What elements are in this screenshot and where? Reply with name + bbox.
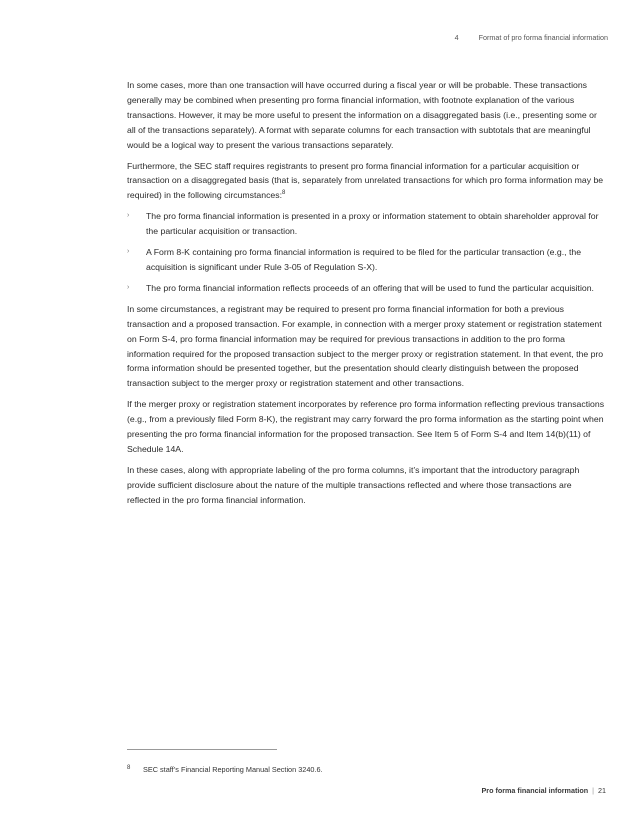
- page-number: 21: [598, 786, 606, 795]
- list-item-text: A Form 8-K containing pro forma financial information is required to be filed for the particular transaction (e.g., the acquisition is significant under Rule 3-05 of Regulation S-X).: [146, 247, 582, 272]
- footnote-number: 8: [127, 765, 131, 771]
- paragraph: If the merger proxy or registration statement incorporates by reference pro forma information reflecting previous transactions (e.g., from a previously filed Form 8-K), the registrant may carry forward the pro forma information as the starting point when presenting the pro forma financial information for the proposed transaction. See Item 5 of Form S-4 and Item 14(b)(11) of Schedule 14A.: [127, 399, 605, 454]
- running-footer: [0, 786, 606, 795]
- bullet-marker-icon: ›: [127, 248, 130, 256]
- footnote: [127, 765, 323, 774]
- list-item-text: The pro forma financial information reflects proceeds of an offering that will be used to fund the particular acquisition.: [146, 282, 594, 293]
- page-body: [127, 78, 605, 514]
- chapter-number: 4: [454, 33, 459, 42]
- bullet-marker-icon: ›: [127, 212, 130, 220]
- intro-paragraph: [127, 159, 605, 204]
- running-header: [0, 33, 608, 42]
- list-item: [127, 209, 605, 239]
- footer-separator: |: [592, 786, 594, 795]
- bullet-marker-icon: ›: [127, 283, 130, 291]
- paragraph: In these cases, along with appropriate labeling of the pro forma columns, it’s important that the introductory paragraph provide sufficient disclosure about the nature of the multiple transactions reflected and where those transactions are reflected in the pro forma financial information.: [127, 464, 580, 505]
- bullet-list: [127, 209, 605, 296]
- paragraph: In some cases, more than one transaction will have occurred during a fiscal year or will be probable. These transactions generally may be combined when presenting pro forma financial information, with footnote explanation of the various transactions. However, it may be more useful to present the information on a disaggregated basis (i.e., presenting some or all of the transactions separately). A format with separate columns for each transaction with subtotals that are meaningful would be a logical way to present the various transactions separately.: [127, 80, 597, 150]
- footnote-text: SEC staff’s Financial Reporting Manual Section 3240.6.: [143, 765, 323, 774]
- footer-title: Pro forma financial information: [481, 786, 589, 795]
- list-item: [127, 245, 605, 275]
- footnote-divider: [127, 749, 277, 750]
- list-item: [127, 281, 605, 296]
- list-item-text: The pro forma financial information is presented in a proxy or information statement to obtain shareholder approval for the particular acquisition or transaction.: [146, 211, 599, 237]
- paragraph: In some circumstances, a registrant may be required to present pro forma financial information for both a previous transaction and a proposed transaction. For example, in connection with a merger proxy statement or registration statement on Form S-4, pro forma financial information may be required for previous transactions in addition to the pro forma information required for the proposed transaction subject to the merger proxy or registration statement. In that event, the pro forma information should be presented together, but the presentation should clearly distinguish between the proposed transaction subject to the merger proxy or registration statement and other transactions.: [127, 303, 604, 389]
- intro-text: Furthermore, the SEC staff requires registrants to present pro forma financial information for a particular acquisition or transaction on a disaggregated basis (that is, separately from unrelated transactions for which pro forma information may be required) in the following circumstances:: [127, 160, 604, 201]
- chapter-title: Format of pro forma financial information: [478, 33, 608, 42]
- footnote-ref[interactable]: 8: [282, 190, 286, 197]
